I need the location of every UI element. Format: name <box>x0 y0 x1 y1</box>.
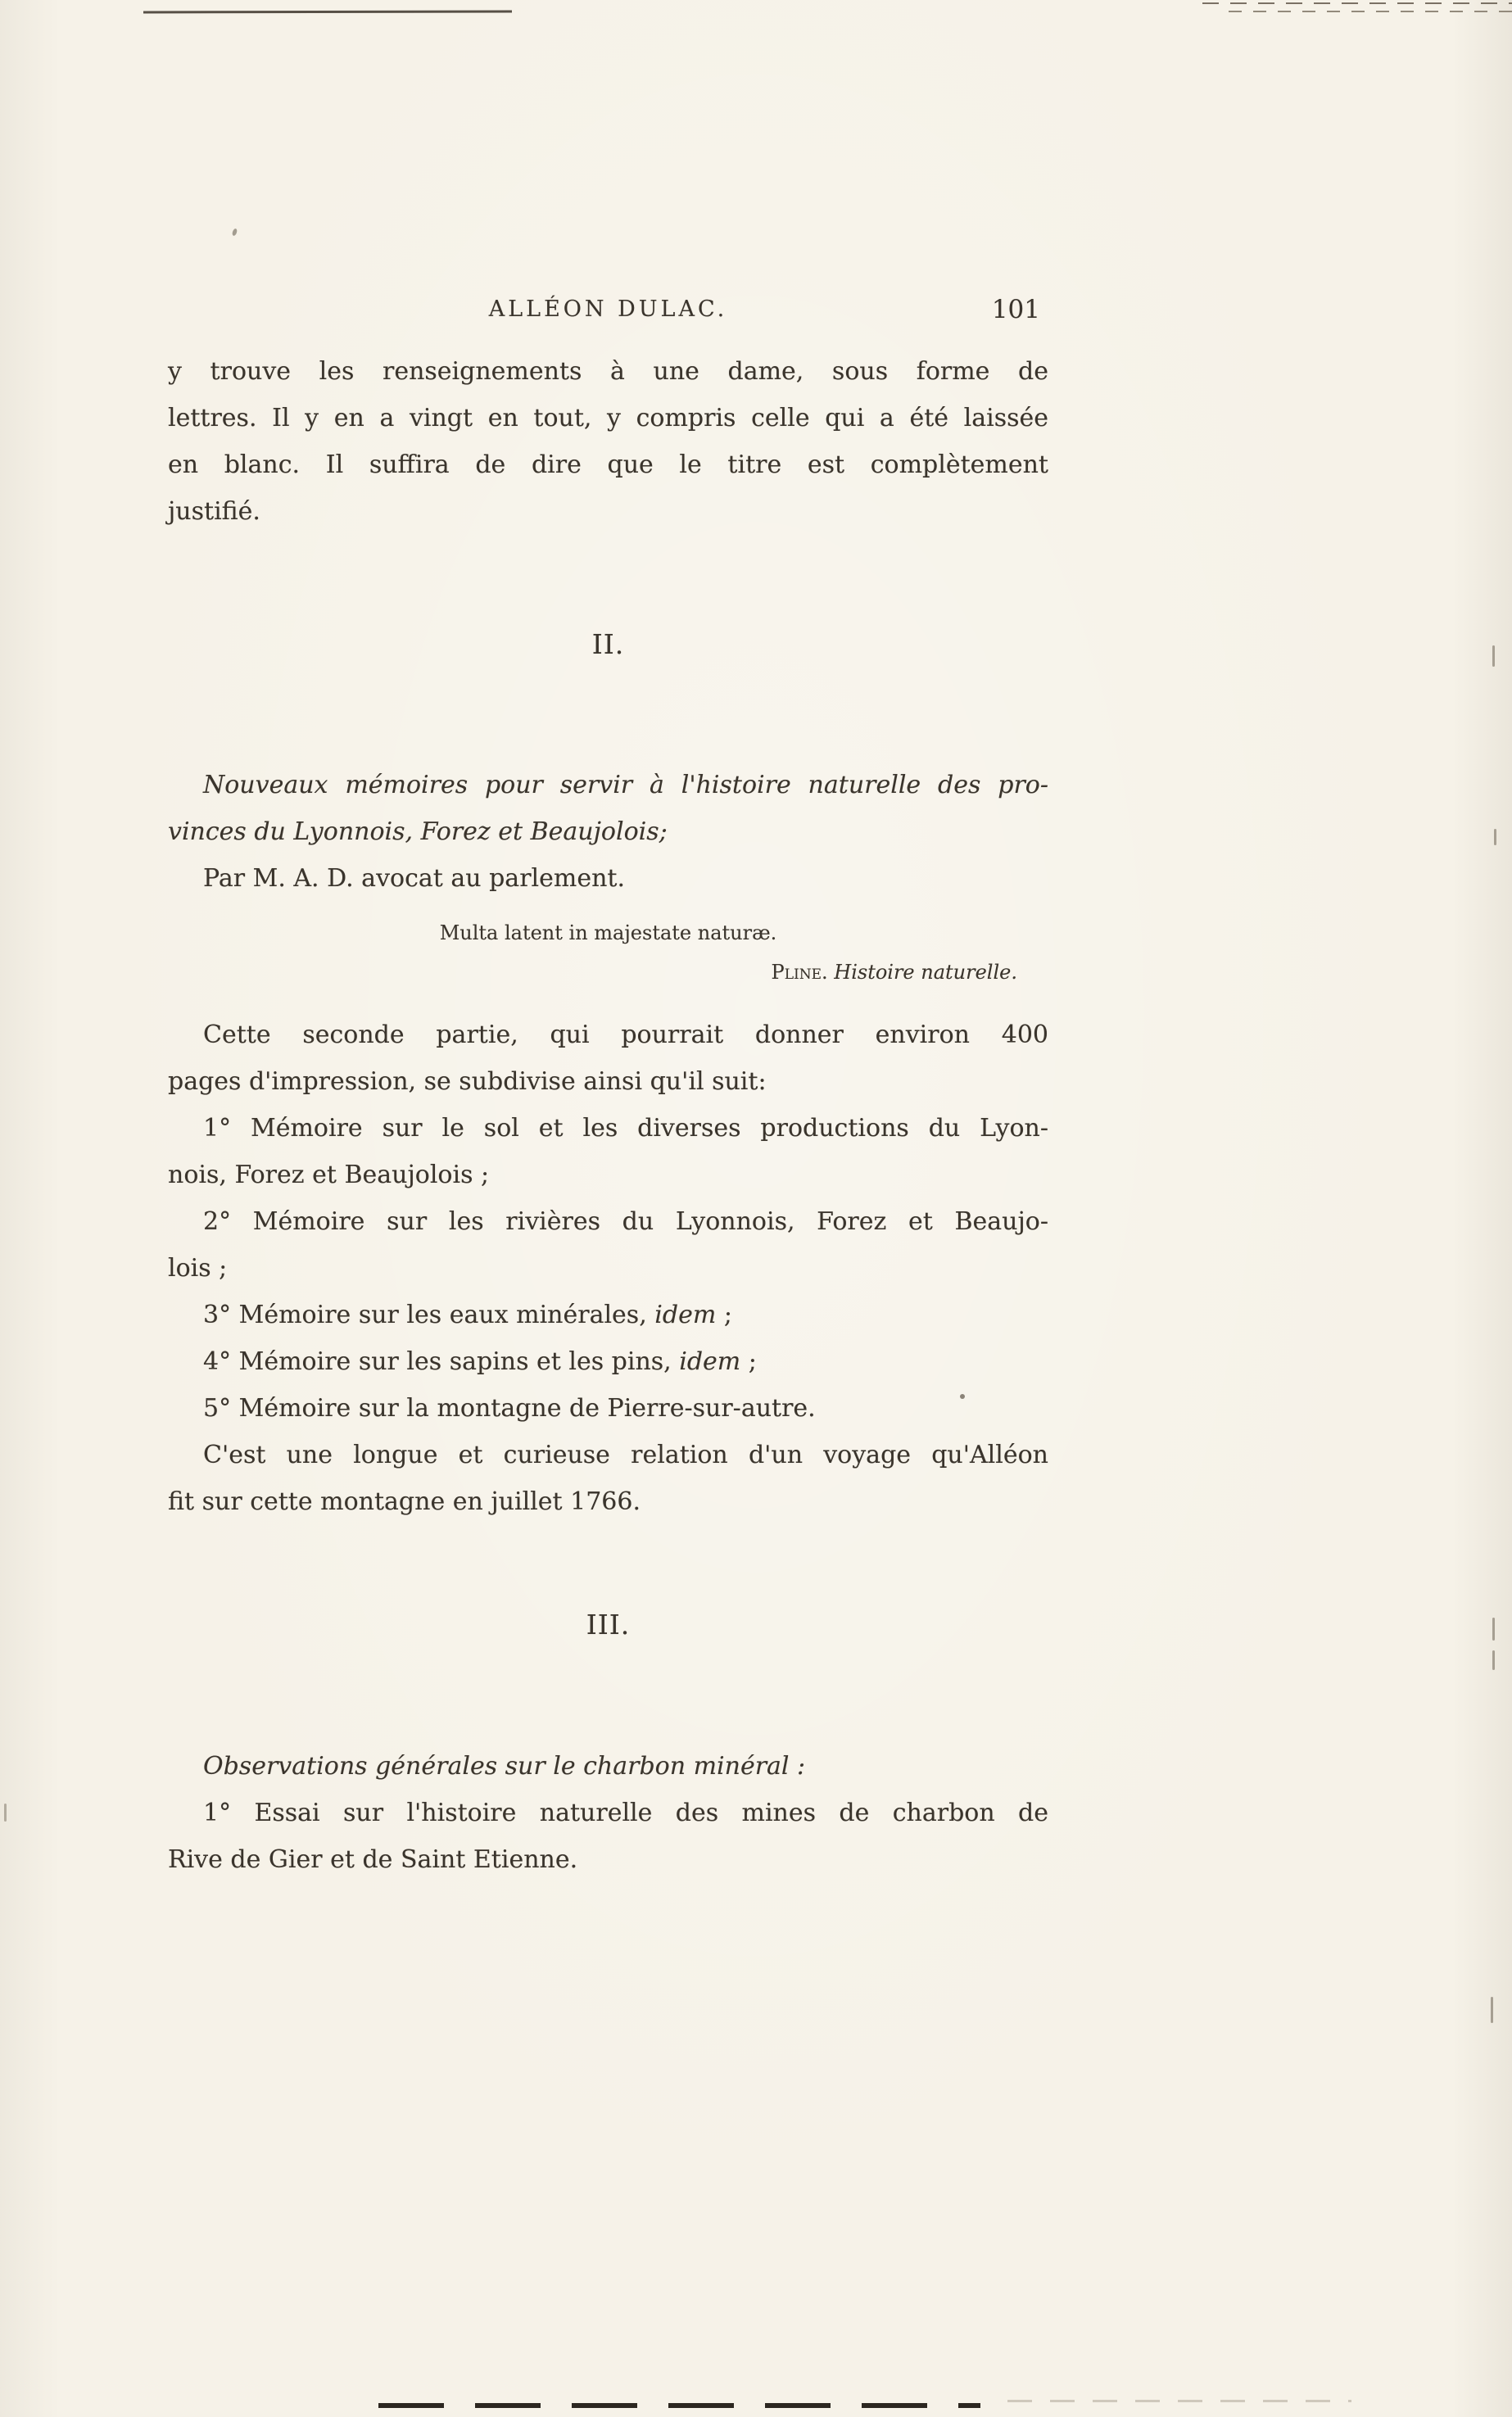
body-text <box>168 1012 1048 1525</box>
observations-title: Observations générales sur le charbon minéral : <box>203 1752 806 1781</box>
text-segment: 3° Mémoire sur les eaux minérales, <box>203 1301 655 1329</box>
scan-artifact-speck <box>232 228 238 236</box>
scan-artifact-edge-mark <box>1491 1997 1493 2023</box>
epigraph-quote: Multa latent in majestate naturæ. <box>439 921 777 944</box>
list-item: 5° Mémoire sur la montagne de Pierre-sur-autre. <box>203 1394 816 1423</box>
page-number: 101 <box>991 295 1040 324</box>
text-line: justifié. <box>168 497 260 526</box>
epigraph <box>168 913 1048 992</box>
epigraph-work: Histoire naturelle. <box>834 961 1017 984</box>
scan-artifact-edge-mark <box>1492 645 1495 667</box>
section-heading-ii <box>168 621 1048 668</box>
scan-artifact-edge-mark <box>1492 1618 1495 1641</box>
text-line: 1° Essai sur l'histoire naturelle des mines de charbon de <box>203 1799 1048 1827</box>
idem-italic: idem <box>654 1301 717 1329</box>
scan-artifact-edge-mark <box>4 1804 7 1822</box>
text-line: Cette seconde partie, qui pourrait donner environ 400 <box>203 1021 1048 1049</box>
section-numeral: II. <box>591 628 625 660</box>
scan-artifact-top-line <box>143 11 512 14</box>
byline: Par M. A. D. avocat au parlement. <box>203 864 625 893</box>
scan-artifact-top-right-dashes <box>1202 2 1512 4</box>
list-item: 2° Mémoire sur les rivières du Lyonnois, Forez et Beaujo- <box>203 1207 1048 1236</box>
text-line: Rive de Gier et de Saint Etienne. <box>168 1845 578 1874</box>
memoir-title <box>168 762 1048 902</box>
text-line: lois ; <box>168 1254 228 1283</box>
running-header: ALLÉON DULAC. <box>488 296 728 322</box>
scan-artifact-bottom-dashes <box>378 2403 980 2408</box>
list-item: 1° Mémoire sur le sol et les diverses productions du Lyon- <box>203 1114 1048 1143</box>
text-line: nois, Forez et Beaujolois ; <box>168 1161 490 1189</box>
epigraph-attribution <box>168 953 1048 992</box>
scan-artifact-bottom-faint-dashes <box>1007 2400 1351 2402</box>
scan-artifact-edge-mark <box>1494 829 1496 845</box>
text-line: y trouve les renseignements à une dame, sous forme de <box>168 357 1048 386</box>
text-line: Nouveaux mémoires pour servir à l'histoire naturelle des pro- <box>203 771 1048 799</box>
scan-artifact-top-right-dashes <box>1229 11 1512 12</box>
section-numeral: III. <box>586 1609 631 1641</box>
list-item <box>168 1338 1048 1385</box>
text-line: vinces du Lyonnois, Forez et Beaujolois; <box>168 817 668 846</box>
text-line: fit sur cette montagne en juillet 1766. <box>168 1487 641 1516</box>
intro-paragraph <box>168 348 1048 535</box>
text-line: pages d'impression, se subdivise ainsi qu'il suit: <box>168 1067 767 1096</box>
scan-artifact-edge-mark <box>1492 1650 1495 1670</box>
idem-italic: idem <box>679 1347 741 1376</box>
text-segment: ; <box>716 1301 732 1329</box>
section-heading-iii <box>168 1601 1048 1648</box>
list-item <box>168 1292 1048 1338</box>
page-header <box>168 292 1048 328</box>
text-line: C'est une longue et curieuse relation d'un voyage qu'Alléon <box>203 1441 1048 1469</box>
observations-block <box>168 1743 1048 1883</box>
text-line: en blanc. Il suffira de dire que le titre est complètement <box>168 450 1048 479</box>
text-segment: 4° Mémoire sur les sapins et les pins, <box>203 1347 680 1376</box>
epigraph-author: Pline. <box>771 961 828 984</box>
text-line: lettres. Il y en a vingt en tout, y compris celle qui a été laissée <box>168 404 1048 432</box>
text-segment: ; <box>740 1347 757 1376</box>
